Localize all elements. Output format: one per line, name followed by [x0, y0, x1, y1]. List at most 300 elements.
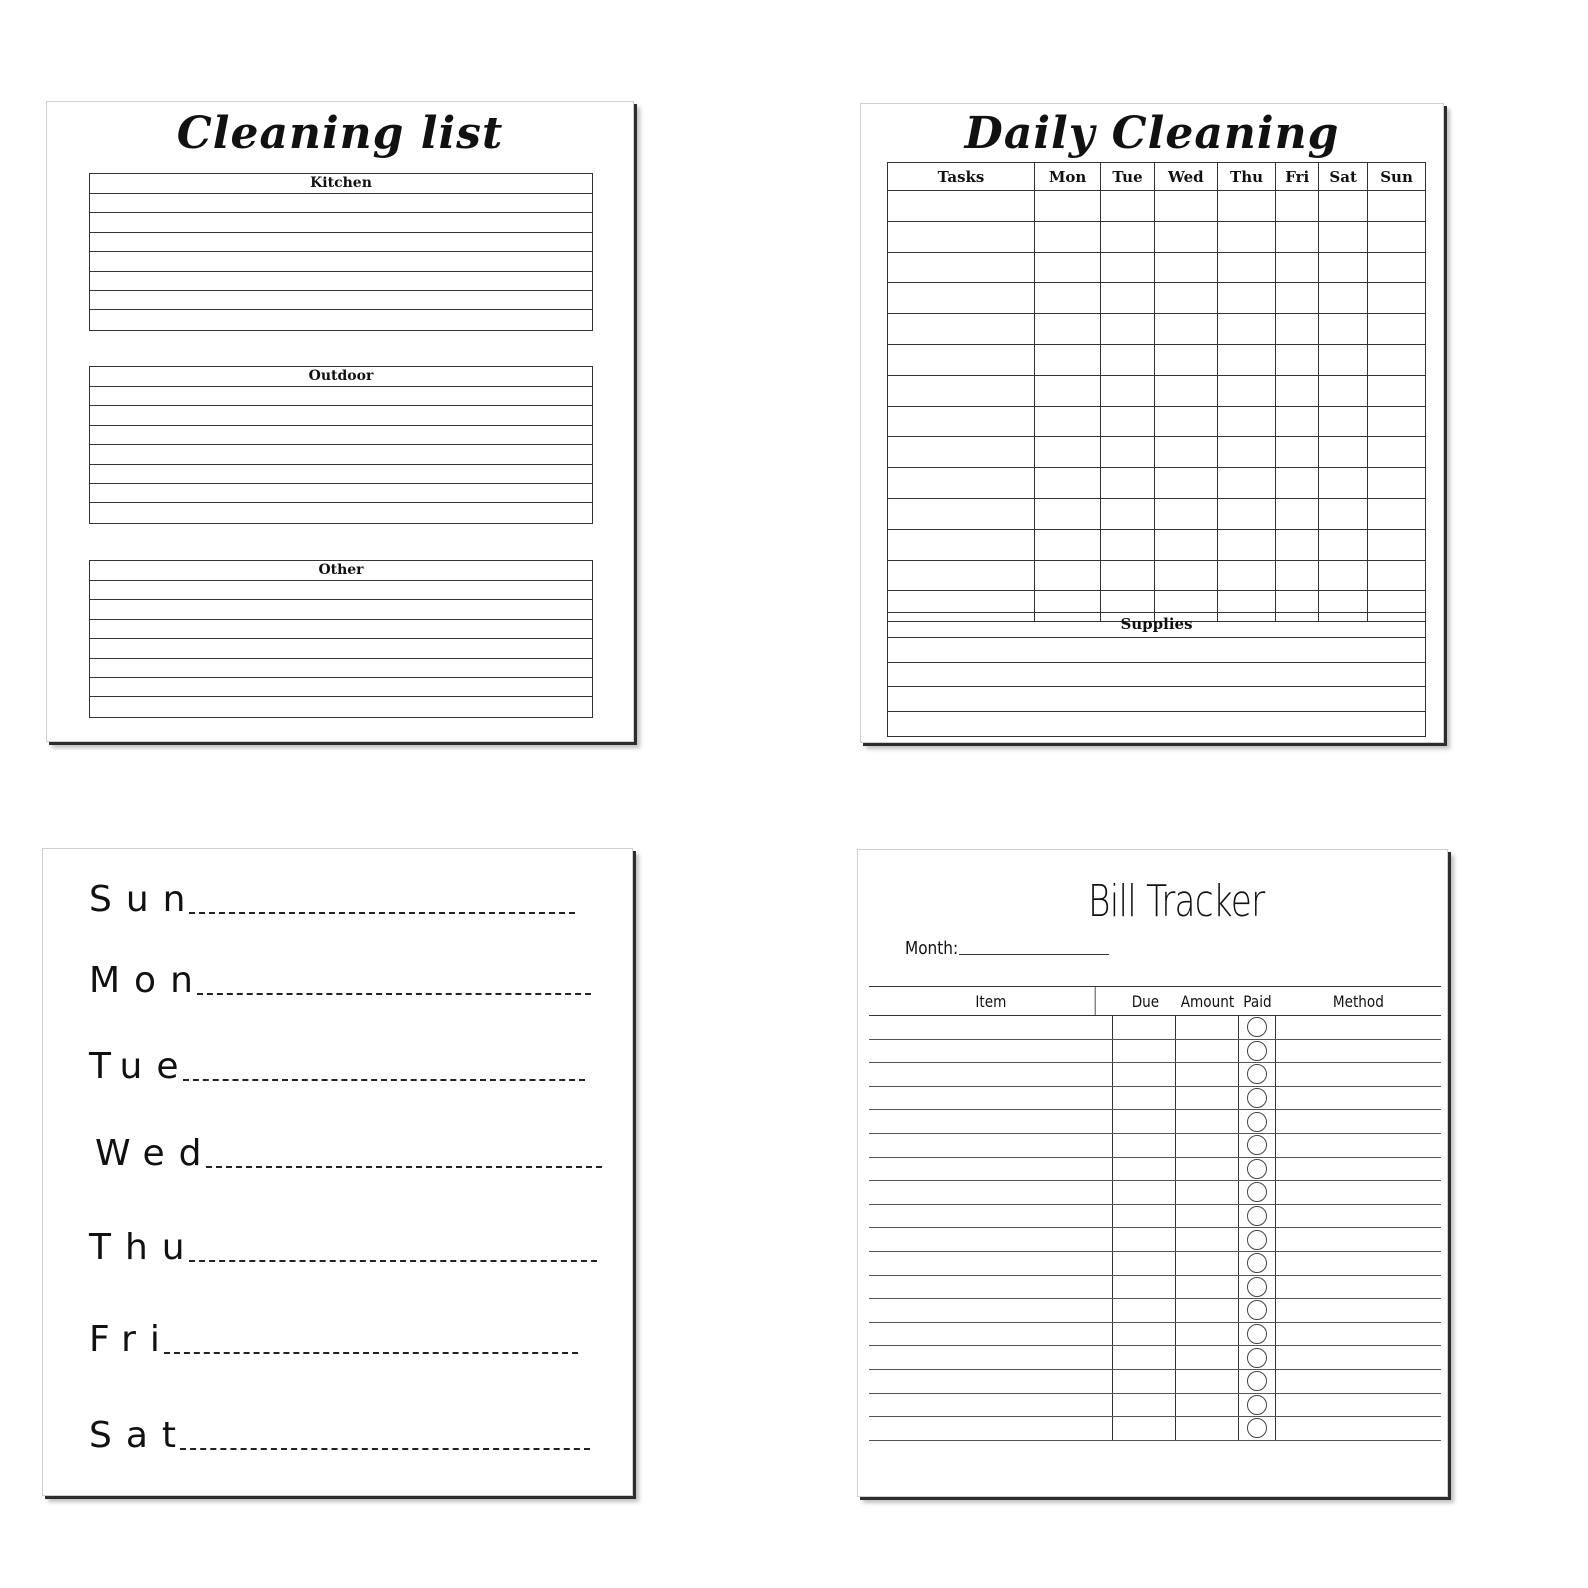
day-check-cell[interactable]	[1276, 252, 1319, 283]
thu-column-header: Thu	[1217, 163, 1275, 191]
method-cell[interactable]	[1276, 1158, 1441, 1181]
day-writing-line[interactable]	[189, 1260, 597, 1262]
paid-checkbox-icon[interactable]	[1247, 1253, 1267, 1273]
writing-line[interactable]	[90, 465, 592, 484]
amount-cell[interactable]	[1176, 1370, 1239, 1393]
task-row	[888, 344, 1426, 375]
day-check-cell[interactable]	[1368, 468, 1426, 499]
paid-cell[interactable]	[1239, 1323, 1276, 1346]
task-cell[interactable]	[888, 406, 1035, 437]
paid-checkbox-icon[interactable]	[1247, 1206, 1267, 1226]
method-cell[interactable]	[1276, 1205, 1441, 1228]
bill-row	[869, 1394, 1441, 1418]
day-check-cell[interactable]	[1368, 406, 1426, 437]
paid-checkbox-icon[interactable]	[1247, 1041, 1267, 1061]
paid-cell[interactable]	[1239, 1063, 1276, 1086]
day-check-cell[interactable]	[1101, 252, 1155, 283]
day-check-cell[interactable]	[1154, 529, 1217, 560]
paid-checkbox-icon[interactable]	[1247, 1017, 1267, 1037]
item-cell[interactable]	[869, 1181, 1113, 1204]
method-cell[interactable]	[1276, 1276, 1441, 1299]
day-check-cell[interactable]	[1101, 468, 1155, 499]
day-check-cell[interactable]	[1276, 560, 1319, 591]
task-cell[interactable]	[888, 375, 1035, 406]
daily-grid-body	[888, 191, 1426, 622]
day-check-cell[interactable]	[1368, 191, 1426, 222]
day-check-cell[interactable]	[1217, 221, 1275, 252]
writing-line[interactable]	[90, 213, 592, 232]
day-label: Sun	[89, 879, 200, 920]
writing-line[interactable]	[90, 387, 592, 406]
day-check-cell[interactable]	[1276, 437, 1319, 468]
task-row	[888, 221, 1426, 252]
bill-row	[869, 1205, 1441, 1229]
day-check-cell[interactable]	[1276, 283, 1319, 314]
bill-row	[869, 1228, 1441, 1252]
amount-cell[interactable]	[1176, 1134, 1239, 1157]
day-check-cell[interactable]	[1368, 375, 1426, 406]
day-check-cell[interactable]	[1368, 344, 1426, 375]
day-check-cell[interactable]	[1319, 560, 1368, 591]
method-cell[interactable]	[1276, 1110, 1441, 1133]
paid-checkbox-icon[interactable]	[1247, 1300, 1267, 1320]
task-cell[interactable]	[888, 314, 1035, 345]
writing-line[interactable]	[90, 581, 592, 600]
paid-cell[interactable]	[1239, 1205, 1276, 1228]
item-cell[interactable]	[869, 1417, 1113, 1440]
day-check-cell[interactable]	[1368, 529, 1426, 560]
fri-column-header: Fri	[1276, 163, 1319, 191]
paid-cell[interactable]	[1239, 1134, 1276, 1157]
paid-checkbox-icon[interactable]	[1247, 1112, 1267, 1132]
method-cell[interactable]	[1276, 1299, 1441, 1322]
item-cell[interactable]	[869, 1346, 1113, 1369]
method-cell[interactable]	[1276, 1346, 1441, 1369]
bill-row	[869, 1346, 1441, 1370]
amount-cell[interactable]	[1176, 1040, 1239, 1063]
writing-line[interactable]	[90, 406, 592, 425]
item-cell[interactable]	[869, 1276, 1113, 1299]
bill-row	[869, 1181, 1441, 1205]
day-check-cell[interactable]	[1035, 375, 1101, 406]
writing-line[interactable]	[888, 638, 1425, 663]
paid-checkbox-icon[interactable]	[1247, 1230, 1267, 1250]
paid-cell[interactable]	[1239, 1228, 1276, 1251]
day-check-cell[interactable]	[1319, 191, 1368, 222]
day-writing-line[interactable]	[183, 1079, 585, 1081]
task-row	[888, 375, 1426, 406]
writing-line[interactable]	[90, 484, 592, 503]
day-check-cell[interactable]	[1035, 406, 1101, 437]
day-row-thu	[89, 1227, 597, 1268]
day-check-cell[interactable]	[1276, 375, 1319, 406]
item-cell[interactable]	[869, 1158, 1113, 1181]
bill-row	[869, 1040, 1441, 1064]
item-cell[interactable]	[869, 1323, 1113, 1346]
writing-line[interactable]	[90, 310, 592, 329]
day-writing-line[interactable]	[197, 993, 591, 995]
day-check-cell[interactable]	[1217, 406, 1275, 437]
bill-row	[869, 1063, 1441, 1087]
amount-cell[interactable]	[1176, 1158, 1239, 1181]
day-check-cell[interactable]	[1154, 468, 1217, 499]
day-check-cell[interactable]	[1319, 283, 1368, 314]
day-check-cell[interactable]	[1035, 560, 1101, 591]
day-check-cell[interactable]	[1035, 283, 1101, 314]
day-check-cell[interactable]	[1035, 191, 1101, 222]
day-check-cell[interactable]	[1368, 314, 1426, 345]
day-check-cell[interactable]	[1276, 468, 1319, 499]
amount-cell[interactable]	[1176, 1346, 1239, 1369]
day-check-cell[interactable]	[1154, 498, 1217, 529]
day-label: Mon	[89, 960, 207, 1001]
writing-line[interactable]	[90, 194, 592, 213]
item-cell[interactable]	[869, 1205, 1113, 1228]
paid-cell[interactable]	[1239, 1346, 1276, 1369]
paid-checkbox-icon[interactable]	[1247, 1064, 1267, 1084]
writing-line[interactable]	[90, 600, 592, 619]
task-row	[888, 560, 1426, 591]
supplies-section	[887, 612, 1426, 737]
day-check-cell[interactable]	[1101, 191, 1155, 222]
due-cell[interactable]	[1113, 1040, 1176, 1063]
day-check-cell[interactable]	[1319, 468, 1368, 499]
amount-cell[interactable]	[1176, 1299, 1239, 1322]
weekly-days-sheet	[42, 848, 633, 1496]
cleaning-list-title: Cleaning list	[176, 108, 504, 159]
method-cell[interactable]	[1276, 1252, 1441, 1275]
item-column-header: Item	[887, 987, 1095, 1015]
day-writing-line[interactable]	[164, 1352, 578, 1354]
due-cell[interactable]	[1113, 1016, 1176, 1039]
grid-header-row	[888, 163, 1426, 191]
day-check-cell[interactable]	[1101, 406, 1155, 437]
day-check-cell[interactable]	[1035, 314, 1101, 345]
day-check-cell[interactable]	[1319, 498, 1368, 529]
writing-line[interactable]	[90, 426, 592, 445]
task-row	[888, 191, 1426, 222]
paid-cell[interactable]	[1239, 1417, 1276, 1440]
day-check-cell[interactable]	[1319, 437, 1368, 468]
sat-column-header: Sat	[1319, 163, 1368, 191]
day-writing-line[interactable]	[189, 912, 575, 914]
task-cell[interactable]	[888, 344, 1035, 375]
method-cell[interactable]	[1276, 1370, 1441, 1393]
item-cell[interactable]	[869, 1394, 1113, 1417]
task-cell[interactable]	[888, 221, 1035, 252]
day-check-cell[interactable]	[1101, 344, 1155, 375]
day-check-cell[interactable]	[1276, 221, 1319, 252]
day-check-cell[interactable]	[1101, 283, 1155, 314]
item-cell[interactable]	[869, 1134, 1113, 1157]
paid-checkbox-icon[interactable]	[1247, 1418, 1267, 1438]
item-cell[interactable]	[869, 1370, 1113, 1393]
month-label: Month:	[905, 938, 959, 959]
day-label: Sat	[89, 1415, 191, 1456]
tue-column-header: Tue	[1101, 163, 1155, 191]
day-check-cell[interactable]	[1154, 406, 1217, 437]
outdoor-section-heading: Outdoor	[90, 367, 592, 387]
wed-column-header: Wed	[1154, 163, 1217, 191]
amount-cell[interactable]	[1176, 1276, 1239, 1299]
paid-checkbox-icon[interactable]	[1247, 1324, 1267, 1344]
day-check-cell[interactable]	[1217, 314, 1275, 345]
item-cell[interactable]	[869, 1063, 1113, 1086]
paid-cell[interactable]	[1239, 1276, 1276, 1299]
writing-line[interactable]	[90, 233, 592, 252]
day-check-cell[interactable]	[1276, 498, 1319, 529]
item-cell[interactable]	[869, 1110, 1113, 1133]
paid-cell[interactable]	[1239, 1394, 1276, 1417]
paid-cell[interactable]	[1239, 1370, 1276, 1393]
paid-checkbox-icon[interactable]	[1247, 1395, 1267, 1415]
day-check-cell[interactable]	[1035, 252, 1101, 283]
amount-cell[interactable]	[1176, 1394, 1239, 1417]
task-cell[interactable]	[888, 529, 1035, 560]
method-cell[interactable]	[1276, 1228, 1441, 1251]
due-cell[interactable]	[1113, 1252, 1176, 1275]
paid-cell[interactable]	[1239, 1252, 1276, 1275]
day-writing-line[interactable]	[206, 1166, 602, 1168]
writing-line[interactable]	[90, 678, 592, 697]
day-check-cell[interactable]	[1154, 252, 1217, 283]
day-writing-line[interactable]	[180, 1448, 590, 1450]
day-check-cell[interactable]	[1217, 560, 1275, 591]
bill-row	[869, 1087, 1441, 1111]
amount-cell[interactable]	[1176, 1087, 1239, 1110]
due-cell[interactable]	[1113, 1276, 1176, 1299]
paid-checkbox-icon[interactable]	[1247, 1182, 1267, 1202]
day-check-cell[interactable]	[1101, 314, 1155, 345]
paid-checkbox-icon[interactable]	[1247, 1371, 1267, 1391]
method-cell[interactable]	[1276, 1394, 1441, 1417]
item-cell[interactable]	[869, 1228, 1113, 1251]
due-cell[interactable]	[1113, 1370, 1176, 1393]
day-check-cell[interactable]	[1101, 560, 1155, 591]
day-check-cell[interactable]	[1154, 560, 1217, 591]
writing-line[interactable]	[90, 639, 592, 658]
day-check-cell[interactable]	[1217, 468, 1275, 499]
amount-column-header: Amount	[1181, 992, 1235, 1011]
day-check-cell[interactable]	[1276, 529, 1319, 560]
day-check-cell[interactable]	[1154, 344, 1217, 375]
task-row	[888, 498, 1426, 529]
writing-line[interactable]	[90, 503, 592, 522]
day-check-cell[interactable]	[1319, 344, 1368, 375]
task-row	[888, 314, 1426, 345]
day-row-fri	[89, 1319, 578, 1360]
day-check-cell[interactable]	[1154, 314, 1217, 345]
day-check-cell[interactable]	[1217, 344, 1275, 375]
day-check-cell[interactable]	[1101, 529, 1155, 560]
day-check-cell[interactable]	[1368, 498, 1426, 529]
writing-line[interactable]	[90, 291, 592, 310]
method-cell[interactable]	[1276, 1087, 1441, 1110]
kitchen-section-heading: Kitchen	[90, 174, 592, 194]
paid-cell[interactable]	[1239, 1087, 1276, 1110]
day-check-cell[interactable]	[1217, 437, 1275, 468]
amount-cell[interactable]	[1176, 1063, 1239, 1086]
day-check-cell[interactable]	[1154, 283, 1217, 314]
paid-cell[interactable]	[1239, 1299, 1276, 1322]
day-check-cell[interactable]	[1101, 375, 1155, 406]
task-cell[interactable]	[888, 498, 1035, 529]
day-check-cell[interactable]	[1276, 344, 1319, 375]
day-check-cell[interactable]	[1276, 314, 1319, 345]
item-cell[interactable]	[869, 1087, 1113, 1110]
writing-line[interactable]	[888, 687, 1425, 712]
amount-cell[interactable]	[1176, 1205, 1239, 1228]
due-cell[interactable]	[1113, 1134, 1176, 1157]
bill-row	[869, 1016, 1441, 1040]
bill-row	[869, 1417, 1441, 1441]
day-check-cell[interactable]	[1319, 221, 1368, 252]
due-cell[interactable]	[1113, 1181, 1176, 1204]
bill-table	[869, 986, 1441, 1441]
day-check-cell[interactable]	[1368, 252, 1426, 283]
paid-checkbox-icon[interactable]	[1247, 1348, 1267, 1368]
amount-cell[interactable]	[1176, 1228, 1239, 1251]
task-cell[interactable]	[888, 252, 1035, 283]
method-cell[interactable]	[1276, 1417, 1441, 1440]
day-check-cell[interactable]	[1319, 529, 1368, 560]
paid-checkbox-icon[interactable]	[1247, 1088, 1267, 1108]
paid-cell[interactable]	[1239, 1016, 1276, 1039]
day-check-cell[interactable]	[1217, 283, 1275, 314]
task-cell[interactable]	[888, 283, 1035, 314]
day-check-cell[interactable]	[1368, 560, 1426, 591]
kitchen-section	[89, 173, 593, 331]
day-check-cell[interactable]	[1319, 406, 1368, 437]
day-check-cell[interactable]	[1368, 283, 1426, 314]
paid-cell[interactable]	[1239, 1040, 1276, 1063]
amount-cell[interactable]	[1176, 1252, 1239, 1275]
paid-checkbox-icon[interactable]	[1247, 1135, 1267, 1155]
method-cell[interactable]	[1276, 1323, 1441, 1346]
item-cell[interactable]	[869, 1299, 1113, 1322]
day-check-cell[interactable]	[1035, 529, 1101, 560]
due-cell[interactable]	[1113, 1299, 1176, 1322]
amount-cell[interactable]	[1176, 1181, 1239, 1204]
method-cell[interactable]	[1276, 1040, 1441, 1063]
task-cell[interactable]	[888, 191, 1035, 222]
due-cell[interactable]	[1113, 1063, 1176, 1086]
outdoor-section	[89, 366, 593, 524]
due-cell[interactable]	[1113, 1087, 1176, 1110]
day-check-cell[interactable]	[1035, 498, 1101, 529]
day-check-cell[interactable]	[1154, 191, 1217, 222]
amount-cell[interactable]	[1176, 1417, 1239, 1440]
day-check-cell[interactable]	[1319, 252, 1368, 283]
day-check-cell[interactable]	[1217, 252, 1275, 283]
bill-table-header	[869, 986, 1441, 1016]
day-check-cell[interactable]	[1368, 221, 1426, 252]
due-cell[interactable]	[1113, 1205, 1176, 1228]
amount-cell[interactable]	[1176, 1016, 1239, 1039]
day-check-cell[interactable]	[1101, 437, 1155, 468]
writing-line[interactable]	[90, 659, 592, 678]
day-check-cell[interactable]	[1217, 375, 1275, 406]
paid-cell[interactable]	[1239, 1110, 1276, 1133]
writing-line[interactable]	[90, 272, 592, 291]
day-check-cell[interactable]	[1154, 221, 1217, 252]
task-cell[interactable]	[888, 560, 1035, 591]
task-cell[interactable]	[888, 437, 1035, 468]
day-check-cell[interactable]	[1217, 498, 1275, 529]
day-check-cell[interactable]	[1154, 375, 1217, 406]
day-check-cell[interactable]	[1319, 314, 1368, 345]
day-row-tue	[89, 1046, 585, 1087]
task-row	[888, 468, 1426, 499]
due-column-header: Due	[1131, 992, 1159, 1011]
method-cell[interactable]	[1276, 1134, 1441, 1157]
writing-line[interactable]	[90, 697, 592, 716]
day-check-cell[interactable]	[1368, 437, 1426, 468]
writing-line[interactable]	[888, 663, 1425, 688]
paid-checkbox-icon[interactable]	[1247, 1277, 1267, 1297]
sun-column-header: Sun	[1368, 163, 1426, 191]
method-cell[interactable]	[1276, 1016, 1441, 1039]
day-check-cell[interactable]	[1101, 221, 1155, 252]
writing-line[interactable]	[888, 712, 1425, 737]
bill-row	[869, 1299, 1441, 1323]
method-cell[interactable]	[1276, 1063, 1441, 1086]
day-check-cell[interactable]	[1035, 221, 1101, 252]
method-cell[interactable]	[1276, 1181, 1441, 1204]
task-row	[888, 529, 1426, 560]
paid-cell[interactable]	[1239, 1181, 1276, 1204]
paid-checkbox-icon[interactable]	[1247, 1159, 1267, 1179]
due-cell[interactable]	[1113, 1323, 1176, 1346]
writing-line[interactable]	[90, 252, 592, 271]
day-check-cell[interactable]	[1276, 191, 1319, 222]
day-label: Tue	[89, 1046, 193, 1087]
month-input-line[interactable]	[959, 954, 1109, 955]
due-cell[interactable]	[1113, 1394, 1176, 1417]
due-cell[interactable]	[1113, 1228, 1176, 1251]
task-row	[888, 406, 1426, 437]
daily-task-grid	[887, 162, 1426, 622]
task-row	[888, 283, 1426, 314]
day-check-cell[interactable]	[1035, 468, 1101, 499]
due-cell[interactable]	[1113, 1110, 1176, 1133]
item-cell[interactable]	[869, 1252, 1113, 1275]
item-cell[interactable]	[869, 1040, 1113, 1063]
day-check-cell[interactable]	[1101, 498, 1155, 529]
bill-row	[869, 1276, 1441, 1300]
task-cell[interactable]	[888, 468, 1035, 499]
day-check-cell[interactable]	[1154, 437, 1217, 468]
writing-line[interactable]	[90, 445, 592, 464]
due-cell[interactable]	[1113, 1417, 1176, 1440]
day-check-cell[interactable]	[1319, 375, 1368, 406]
day-label: Wed	[95, 1133, 216, 1174]
day-check-cell[interactable]	[1217, 529, 1275, 560]
due-cell[interactable]	[1113, 1158, 1176, 1181]
amount-cell[interactable]	[1176, 1110, 1239, 1133]
item-cell[interactable]	[869, 1016, 1113, 1039]
day-check-cell[interactable]	[1276, 406, 1319, 437]
due-cell[interactable]	[1113, 1346, 1176, 1369]
bill-table-body	[869, 1016, 1441, 1441]
supplies-heading: Supplies	[888, 613, 1425, 638]
paid-cell[interactable]	[1239, 1158, 1276, 1181]
day-check-cell[interactable]	[1035, 344, 1101, 375]
day-check-cell[interactable]	[1035, 437, 1101, 468]
writing-line[interactable]	[90, 620, 592, 639]
day-check-cell[interactable]	[1217, 191, 1275, 222]
amount-cell[interactable]	[1176, 1323, 1239, 1346]
